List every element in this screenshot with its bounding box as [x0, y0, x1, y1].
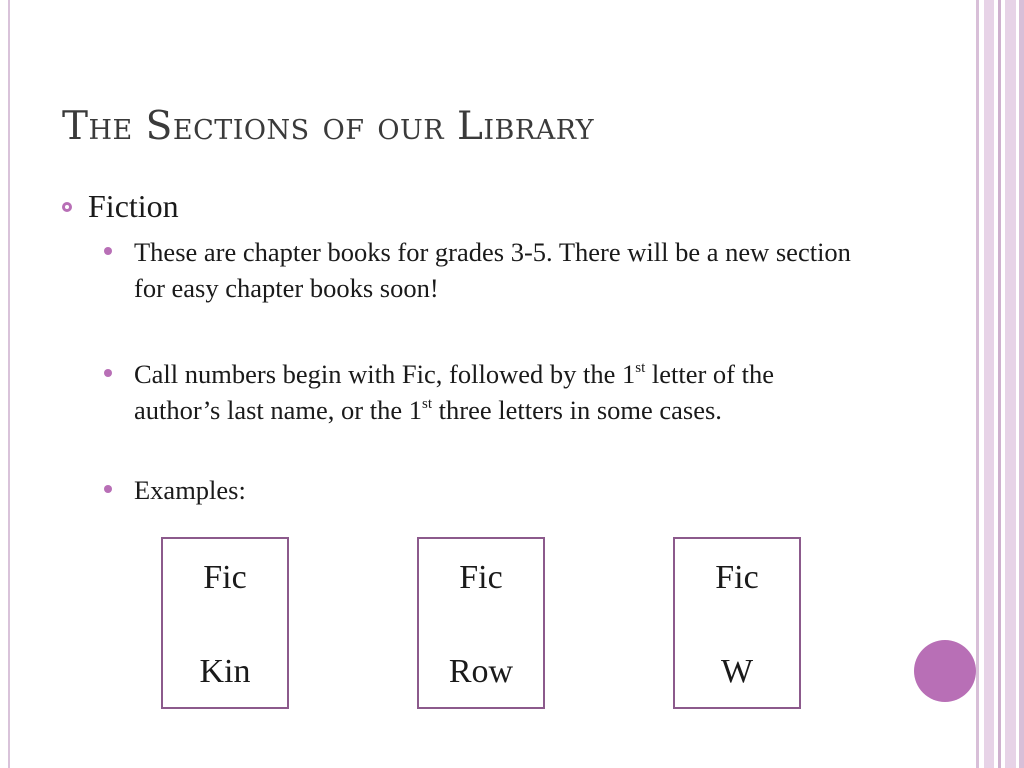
- card-line2: W: [720, 653, 754, 690]
- bullet-text: These are chapter books for grades 3-5. There will be a new section for easy chapter books soon!: [134, 237, 851, 303]
- ring-bullet-icon: [62, 202, 72, 212]
- example-call-number-card: [673, 537, 801, 709]
- decorative-circle: [914, 640, 976, 702]
- bullet-examples: [104, 472, 864, 508]
- superscript: st: [422, 396, 433, 412]
- stripe: [976, 0, 979, 768]
- stripe: [1019, 0, 1024, 768]
- dot-bullet-icon: [104, 369, 112, 377]
- bullet-call-numbers: [104, 356, 864, 428]
- heading-fiction: Fiction: [88, 188, 179, 224]
- example-call-number-card: [417, 537, 545, 709]
- example-call-number-card: [161, 537, 289, 709]
- stripe: [998, 0, 1001, 768]
- slide-title: The Sections of our Library: [62, 104, 595, 149]
- text-part: three letters in some cases.: [432, 395, 722, 425]
- card-line1: Fic: [715, 559, 759, 596]
- card-line1: Fic: [459, 559, 503, 596]
- text-part: Call numbers begin with Fic, followed by the 1: [134, 359, 636, 389]
- card-line2: Row: [448, 653, 514, 690]
- stripe: [984, 0, 994, 768]
- text-part: letter of the author’s last name, or the 1: [134, 359, 775, 425]
- dot-bullet-icon: [104, 485, 112, 493]
- bullet-text: Examples:: [134, 475, 246, 505]
- level1-bullet-fiction: [62, 188, 179, 225]
- stripe: [1005, 0, 1016, 768]
- card-line2: Kin: [199, 653, 251, 690]
- bullet-chapter-books: [104, 234, 864, 306]
- right-decorative-stripes: [976, 0, 1024, 768]
- dot-bullet-icon: [104, 247, 112, 255]
- card-line1: Fic: [203, 559, 247, 596]
- bullet-text: [134, 356, 864, 428]
- left-border-line: [8, 0, 10, 768]
- superscript: st: [635, 360, 646, 376]
